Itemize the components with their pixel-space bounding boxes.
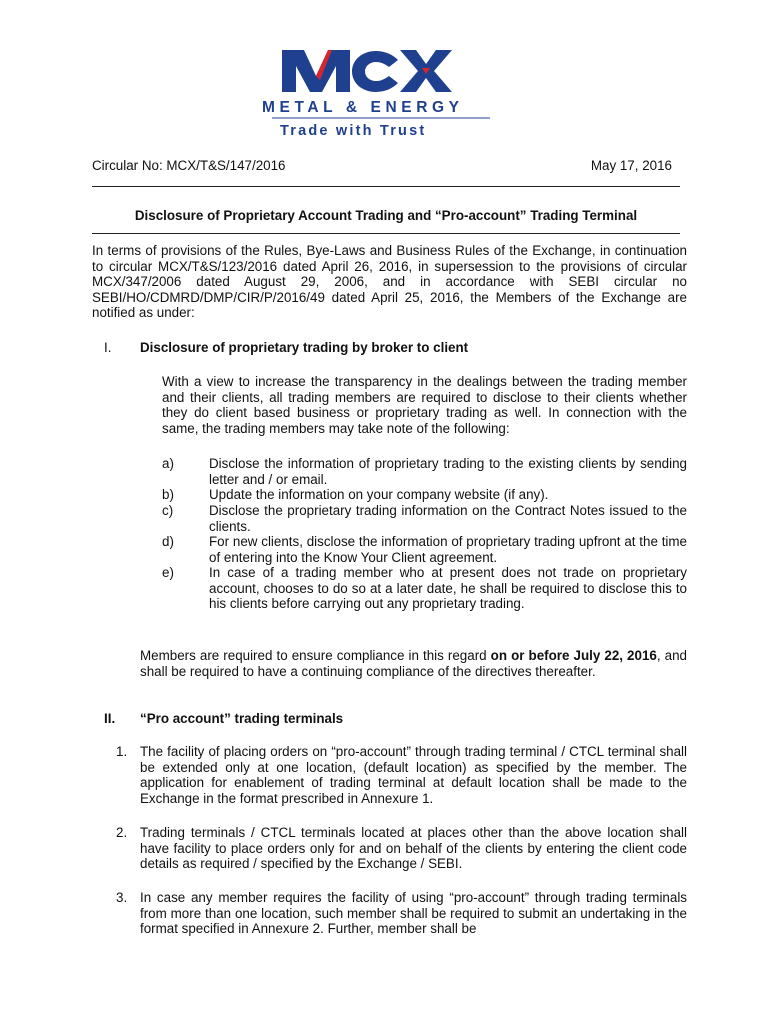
item-text: Trading terminals / CTCL terminals located at places other than the above location shall have facility to place orders only for and on behalf of the clients by entering the client code details as required / specified by the Exchange / SEBI. [140,825,687,872]
intro-paragraph: In terms of provisions of the Rules, Bye-Laws and Business Rules of the Exchange, in continuation to circular MCX/T&S/123/2016 dated April 26, 2016, in supersession to the provisions of circular MCX/347/2006 dated August 29, 2006, and in accordance with SEBI circular no SEBI/HO/CDMRD/DMP/CIR/P/2016/49 dated April 25, 2016, the Members of the Exchange are notified as under: [92,243,687,321]
compliance-text: , and shall be required to have a continuing compliance of the directives thereafter. [140,648,687,679]
list-letter: c) [162,503,174,518]
list-text: Update the information on your company website (if any). [209,487,549,502]
mcx-logo [258,46,498,141]
logo-brand-text: MCX [258,46,261,47]
section-title: “Pro account” trading terminals [140,711,344,726]
list-text: Disclose the information of proprietary trading to the existing clients by sending letter and / or email. [209,456,687,487]
circular-date: May 17, 2016 [590,158,672,173]
list-text: Disclose the proprietary trading information on the Contract Notes issued to the clients. [209,503,687,534]
section-paragraph: With a view to increase the transparency in the dealings between the trading member and their clients, all trading members are required to disclose to their clients whether they do client based business or proprietary trading as well. In connection with the same, the trading members may take note of the following: [162,374,687,436]
divider [92,233,680,234]
item-text: In case any member requires the facility of using “pro-account” through trading terminals from more than one location, such member shall be required to submit an undertaking in the format specified in Annexure 2. Further, member shall be [140,890,687,937]
item-text: The facility of placing orders on “pro-account” through trading terminal / CTCL terminal shall be extended only at one location, (default location) as specified by the member. The application for enablement of trading terminal at default location shall be made to the Exchange in the format prescribed in Annexure 1. [140,744,687,806]
item-number: 3. [116,890,128,905]
section-title: Disclosure of proprietary trading by broker to client [140,340,469,355]
item-number: 2. [116,825,128,840]
item-number: 1. [116,744,128,759]
logo-tagline-2: Trade with Trust [280,123,427,139]
compliance-paragraph [140,648,687,679]
list-letter: e) [162,565,174,580]
list-letter: d) [162,534,174,549]
document-title: Disclosure of Proprietary Account Trading and “Pro-account” Trading Terminal [134,208,638,223]
list-letter: b) [162,487,174,502]
list-letter: a) [162,456,174,471]
section-number: II. [104,711,116,726]
list-text: In case of a trading member who at present does not trade on proprietary account, chooses to do so at a later date, he shall be required to disclose this to his clients before carrying out any proprietary trading. [209,565,687,612]
logo-tagline-1: METAL & ENERGY [262,99,464,116]
circular-number: Circular No: MCX/T&S/147/2016 [92,158,286,173]
section-number: I. [104,340,112,355]
divider [92,186,680,187]
list-text: For new clients, disclose the information of proprietary trading upfront at the time of entering into the Know Your Client agreement. [209,534,687,565]
compliance-text: Members are required to ensure compliance in this regard [140,648,491,663]
compliance-deadline: on or before July 22, 2016 [490,648,657,663]
